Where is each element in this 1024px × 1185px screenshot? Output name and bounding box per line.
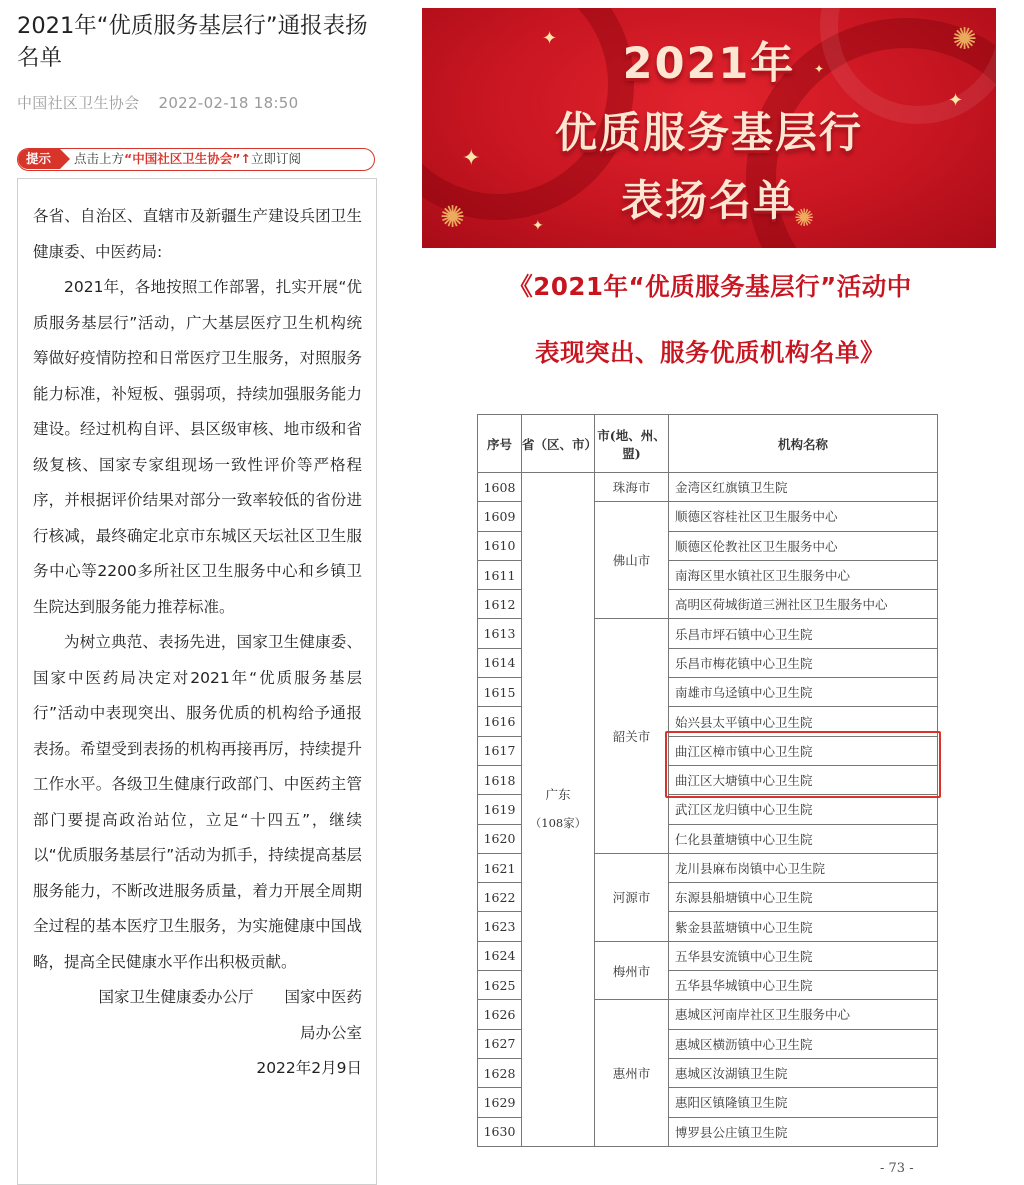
- article-date: 2022年2月9日: [256, 1059, 362, 1077]
- institution-name: 顺德区容桂社区卫生服务中心: [669, 502, 938, 531]
- row-number: 1610: [478, 531, 522, 560]
- row-number: 1629: [478, 1088, 522, 1117]
- row-number: 1614: [478, 648, 522, 677]
- article-body: [17, 178, 377, 1185]
- article-panel: [0, 0, 392, 1185]
- row-number: 1628: [478, 1058, 522, 1087]
- banner-image: [422, 8, 996, 248]
- sparkle-icon: ✦: [462, 146, 481, 171]
- province-count: （108家）: [529, 816, 587, 831]
- sparkle-icon: ✦: [542, 28, 558, 49]
- institution-name: 惠城区横沥镇中心卫生院: [669, 1029, 938, 1058]
- tip-tag: 提示: [18, 149, 60, 169]
- institution-name: 曲江区大塘镇中心卫生院: [669, 765, 938, 794]
- highlight-box: [665, 731, 941, 798]
- tip-prefix: 点击上方: [74, 151, 125, 166]
- document-title-line-1: 《2021年“优质服务基层行”活动中: [508, 272, 912, 301]
- institution-name: 东源县船塘镇中心卫生院: [669, 883, 938, 912]
- banner-line-2: 优质服务基层行: [554, 108, 863, 157]
- institution-name: 乐昌市坪石镇中心卫生院: [669, 619, 938, 648]
- up-arrow-icon: ↑: [240, 151, 251, 166]
- institution-name: 仁化县董塘镇中心卫生院: [669, 824, 938, 853]
- firework-icon: ✺: [952, 22, 978, 57]
- institution-name: 博罗县公庄镇卫生院: [669, 1117, 938, 1146]
- row-number: 1616: [478, 707, 522, 736]
- row-number: 1613: [478, 619, 522, 648]
- article-title: 2021年“优质服务基层行”通报表扬名单: [17, 13, 368, 71]
- institution-name: 惠阳区镇隆镇卫生院: [669, 1088, 938, 1117]
- article-paragraph-1: 2021年，各地按照工作部署，扎实开展“优质服务基层行”活动，广大基层医疗卫生机构统筹做好疫情防控和日常医疗卫生服务，对照服务能力标准，补短板、强弱项，持续加强服务能力建设。经过机构自评、县区级审核、地市级和省级复核、国家专家组现场一致性评价等严格程序，并根据评价结果对部分一致率较低的省份进行核减，最终确定北京市东城区天坛社区卫生服务中心等2200多所社区卫生服务中心和乡镇卫生院达到服务能力推荐标准。: [33, 278, 362, 616]
- table-row: [478, 473, 938, 502]
- row-number: 1617: [478, 736, 522, 765]
- header-city: 市(地、州、盟): [595, 415, 669, 473]
- province-name: 广东: [545, 787, 571, 803]
- row-number: 1620: [478, 824, 522, 853]
- article-paragraph-2: 为树立典范、表扬先进，国家卫生健康委、国家中医药局决定对2021年“优质服务基层行”活动中表现突出、服务优质的机构给予通报表扬。希望受到表扬的机构再接再厉，持续提升工作水平。各级卫生健康行政部门、中医药主管部门要提高政治站位，立足“十四五”，继续以“优质服务基层行”活动为抓手，持续提高基层服务能力，不断改进服务质量，着力开展全周期全过程的基本医疗卫生服务，为实施健康中国战略，提高全民健康水平作出积极贡献。: [33, 633, 362, 971]
- firework-icon: ✺: [440, 200, 466, 235]
- city-cell: 珠海市: [595, 473, 669, 502]
- institution-name: 武江区龙归镇中心卫生院: [669, 795, 938, 824]
- signature-line-2: 局办公室: [299, 1023, 362, 1042]
- institution-name: 龙川县麻布岗镇中心卫生院: [669, 853, 938, 882]
- institution-name: 五华县安流镇中心卫生院: [669, 941, 938, 970]
- article-author[interactable]: 中国社区卫生协会: [17, 94, 140, 112]
- institution-name: 南雄市乌迳镇中心卫生院: [669, 678, 938, 707]
- row-number: 1612: [478, 590, 522, 619]
- sparkle-icon: ✦: [814, 62, 825, 76]
- institution-name: 惠城区汝湖镇卫生院: [669, 1058, 938, 1087]
- banner-line-3: 表扬名单: [620, 176, 797, 225]
- institution-name: 惠城区河南岸社区卫生服务中心: [669, 1000, 938, 1029]
- article-salutation: 各省、自治区、直辖市及新疆生产建设兵团卫生健康委、中医药局:: [33, 207, 362, 261]
- institution-name: 紫金县蓝塘镇中心卫生院: [669, 912, 938, 941]
- city-cell: 韶关市: [595, 619, 669, 853]
- header-institution: 机构名称: [669, 415, 938, 473]
- row-number: 1621: [478, 853, 522, 882]
- institution-name: 始兴县太平镇中心卫生院: [669, 707, 938, 736]
- article-meta: [17, 92, 312, 113]
- row-number: 1608: [478, 473, 522, 502]
- banner-line-1: 2021年: [622, 39, 796, 89]
- institution-name: 五华县华城镇中心卫生院: [669, 971, 938, 1000]
- row-number: 1630: [478, 1117, 522, 1146]
- table-header-row: [478, 415, 938, 473]
- institution-name: 乐昌市梅花镇中心卫生院: [669, 648, 938, 677]
- signature-line-1: 国家卫生健康委办公厅 国家中医药: [98, 988, 362, 1006]
- row-number: 1615: [478, 678, 522, 707]
- row-number: 1619: [478, 795, 522, 824]
- article-datetime: 2022-02-18 18:50: [158, 94, 299, 112]
- institution-name: 顺德区伦教社区卫生服务中心: [669, 531, 938, 560]
- row-number: 1626: [478, 1000, 522, 1029]
- city-cell: 惠州市: [595, 1000, 669, 1146]
- row-number: 1623: [478, 912, 522, 941]
- institution-name: 金湾区红旗镇卫生院: [669, 473, 938, 502]
- header-province: 省（区、市）: [522, 415, 595, 473]
- subscribe-tip-bar[interactable]: [17, 148, 375, 171]
- row-number: 1622: [478, 883, 522, 912]
- sparkle-icon: ✦: [532, 218, 544, 234]
- row-number: 1627: [478, 1029, 522, 1058]
- city-cell: 河源市: [595, 853, 669, 941]
- header-no: 序号: [478, 415, 522, 473]
- row-number: 1618: [478, 765, 522, 794]
- row-number: 1625: [478, 971, 522, 1000]
- row-number: 1609: [478, 502, 522, 531]
- sparkle-icon: ✦: [948, 90, 964, 111]
- tip-subscribe-text[interactable]: 立即订阅: [250, 151, 301, 166]
- row-number: 1611: [478, 560, 522, 589]
- institution-name: 高明区荷城街道三洲社区卫生服务中心: [669, 590, 938, 619]
- province-cell: [522, 473, 595, 1147]
- row-number: 1624: [478, 941, 522, 970]
- city-cell: 佛山市: [595, 502, 669, 619]
- tip-org-link[interactable]: “中国社区卫生协会”: [124, 151, 241, 166]
- city-cell: 梅州市: [595, 941, 669, 1000]
- institution-name: 曲江区樟市镇中心卫生院: [669, 736, 938, 765]
- institution-name: 南海区里水镇社区卫生服务中心: [669, 560, 938, 589]
- firework-icon: ✺: [794, 204, 815, 232]
- page-number: - 73 -: [880, 1161, 914, 1176]
- document-title-line-2: 表现突出、服务优质机构名单》: [535, 338, 885, 367]
